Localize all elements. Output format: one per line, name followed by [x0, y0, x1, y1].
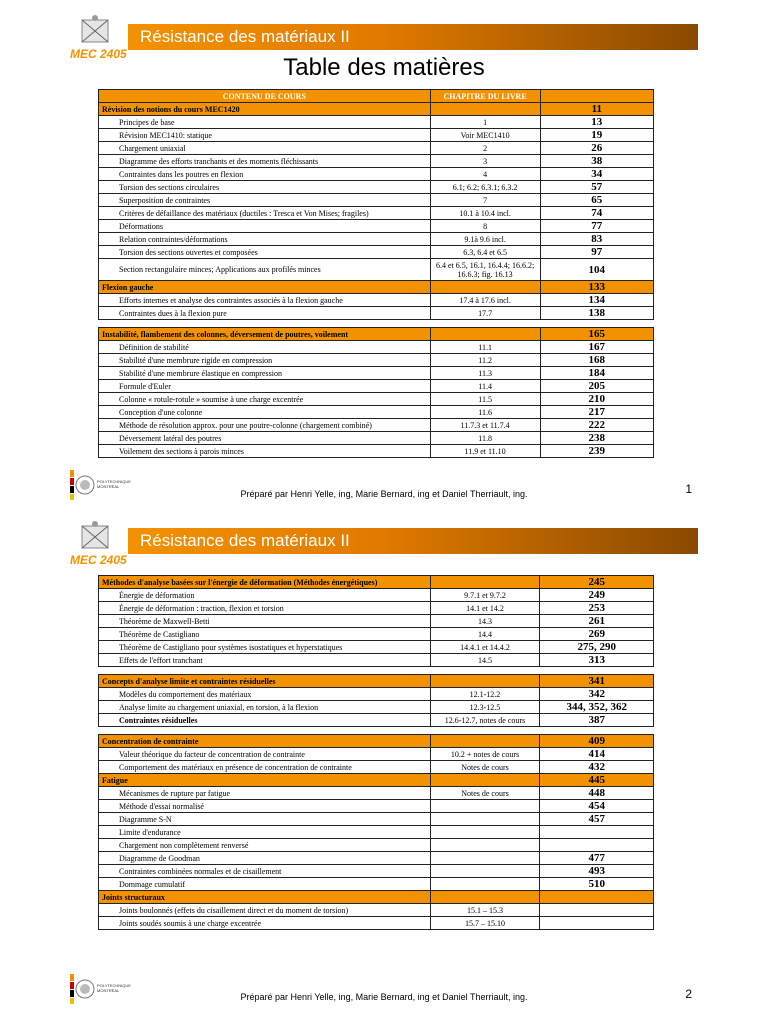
- header-chapitre: CHAPITRE DU LIVRE: [430, 90, 540, 103]
- table-row: Diagramme des efforts tranchants et des moments fléchissants 3 38: [99, 155, 654, 168]
- table-row: Voilement des sections à parois minces 11.9 et 11.10 239: [99, 445, 654, 458]
- table-row: Diagramme de Goodman 477: [99, 852, 654, 865]
- table-row: Déversement latéral des poutres 11.8 238: [99, 432, 654, 445]
- footer-credits: Préparé par Henri Yelle, ing, Marie Bernard, ing et Daniel Therriault, ing.: [240, 489, 528, 499]
- table-row: Limite d'endurance: [99, 826, 654, 839]
- course-banner: Résistance des matériaux II: [128, 528, 698, 554]
- table-row: Déformations 8 77: [99, 220, 654, 233]
- table-row: Révision MEC1410: statique Voir MEC1410 19: [99, 129, 654, 142]
- table-row: Contraintes dues à la flexion pure 17.7 138: [99, 307, 654, 320]
- table-row: Théorème de Castigliano pour systèmes isostatiques et hyperstatiques 14.4.1 et 14.4.2 275, 290: [99, 641, 654, 654]
- svg-text:MONTRÉAL: MONTRÉAL: [97, 484, 120, 489]
- page-title: Table des matières: [283, 54, 485, 81]
- mec2405-logo: [68, 520, 130, 570]
- table-row: Mécanismes de rupture par fatigue Notes de cours 448: [99, 787, 654, 800]
- svg-text:MONTRÉAL: MONTRÉAL: [97, 988, 120, 993]
- table-row: Relation contraintes/déformations 9.1à 9.6 incl. 83: [99, 233, 654, 246]
- toc-table: [98, 89, 654, 458]
- table-row: Dommage cumulatif 510: [99, 878, 654, 891]
- section-row: Joints structuraux: [99, 891, 654, 904]
- slide-number: 1: [685, 482, 692, 496]
- svg-text:POLYTECHNIQUE: POLYTECHNIQUE: [97, 983, 131, 988]
- slide-1: [0, 0, 768, 505]
- table-row: Diagramme S-N 457: [99, 813, 654, 826]
- section-row: Instabilité, flambement des colonnes, déversement de poutres, voilement 165: [99, 328, 654, 341]
- table-row: Contraintes combinées normales et de cisaillement 493: [99, 865, 654, 878]
- table-row: Chargement uniaxial 2 26: [99, 142, 654, 155]
- table-row: Valeur théorique du facteur de concentration de contrainte 10.2 + notes de cours 414: [99, 748, 654, 761]
- table-row: Colonne « rotule-rotule » soumise à une charge excentrée 11.5 210: [99, 393, 654, 406]
- table-row: Contraintes dans les poutres en flexion 4 34: [99, 168, 654, 181]
- slide-2: [0, 512, 768, 1024]
- table-row: Comportement des matériaux en présence de concentration de contrainte Notes de cours 432: [99, 761, 654, 774]
- section-row: Méthodes d'analyse basées sur l'énergie de déformation (Méthodes énergétiques) 245: [99, 576, 654, 589]
- toc-table: [98, 575, 654, 930]
- table-row: Formule d'Euler 11.4 205: [99, 380, 654, 393]
- table-header-row: [99, 90, 654, 103]
- slide-number: 2: [685, 987, 692, 1001]
- table-row: Principes de base 1 13: [99, 116, 654, 129]
- section-row: Flexion gauche 133: [99, 281, 654, 294]
- svg-text:POLYTECHNIQUE: POLYTECHNIQUE: [97, 479, 131, 484]
- header-page: [540, 90, 653, 103]
- course-banner: Résistance des matériaux II: [128, 24, 698, 50]
- svg-text:MEC 2405: MEC 2405: [70, 553, 127, 567]
- table-row: Joints soudés soumis à une charge excentrée 15.7 – 15.10: [99, 917, 654, 930]
- page-number: 11: [540, 103, 653, 116]
- header-contenu: CONTENU DE COURS: [99, 90, 431, 103]
- table-row: Conception d'une colonne 11.6 217: [99, 406, 654, 419]
- table-row: Théorème de Maxwell-Betti 14.3 261: [99, 615, 654, 628]
- section-row: Concentration de contrainte 409: [99, 735, 654, 748]
- section-row: Concepts d'analyse limite et contraintes résiduelles 341: [99, 675, 654, 688]
- table-row: Efforts internes et analyse des contraintes associés à la flexion gauche 17.4 à 17.6 incl. 134: [99, 294, 654, 307]
- table-row: Section rectangulaire minces; Applications aux profilés minces 6.4 et 6.5, 16.1, 16.4.4; 16.6.2; 16.6.3; fig. 16.13 104: [99, 259, 654, 281]
- table-row: Torsion des sections circulaires 6.1; 6.2; 6.3.1; 6.3.2 57: [99, 181, 654, 194]
- section-title: Révision des notions du cours MEC1420: [99, 103, 431, 116]
- table-row: Méthode d'essai normalisé 454: [99, 800, 654, 813]
- footer-credits: Préparé par Henri Yelle, ing, Marie Bernard, ing et Daniel Therriault, ing.: [240, 992, 528, 1002]
- table-row: Contraintes résiduelles 12.6-12.7, notes de cours 387: [99, 714, 654, 727]
- svg-text:MEC 2405: MEC 2405: [70, 47, 127, 61]
- table-row: Chargement non complètement renversé: [99, 839, 654, 852]
- table-row: Joints boulonnés (effets du cisaillement direct et du moment de torsion) 15.1 – 15.3: [99, 904, 654, 917]
- section-row: Fatigue 445: [99, 774, 654, 787]
- table-row: Effets de l'effort tranchant 14.5 313: [99, 654, 654, 667]
- table-row: Définition de stabilité 11.1 167: [99, 341, 654, 354]
- table-row: Méthode de résolution approx. pour une poutre-colonne (chargement combiné) 11.7.3 et 11.7.4 222: [99, 419, 654, 432]
- table-row: Énergie de déformation 9.7.1 et 9.7.2 249: [99, 589, 654, 602]
- table-row: Énergie de déformation : traction, flexion et torsion 14.1 et 14.2 253: [99, 602, 654, 615]
- section-row: [99, 103, 654, 116]
- table-row: Analyse limite au chargement uniaxial, en torsion, à la flexion 12.3-12.5 344, 352, 362: [99, 701, 654, 714]
- table-row: Théorème de Castigliano 14.4 269: [99, 628, 654, 641]
- table-row: Torsion des sections ouvertes et composées 6.3, 6.4 et 6.5 97: [99, 246, 654, 259]
- table-row: Stabilité d'une membrure élastique en compression 11.3 184: [99, 367, 654, 380]
- table-row: Critères de défaillance des matériaux (ductiles : Tresca et Von Mises; fragiles) 10.1 à 10.4 incl. 74: [99, 207, 654, 220]
- table-row: Stabilité d'une membrure rigide en compression 11.2 168: [99, 354, 654, 367]
- table-row: Modèles du comportement des matériaux 12.1-12.2 342: [99, 688, 654, 701]
- table-row: Superposition de contraintes 7 65: [99, 194, 654, 207]
